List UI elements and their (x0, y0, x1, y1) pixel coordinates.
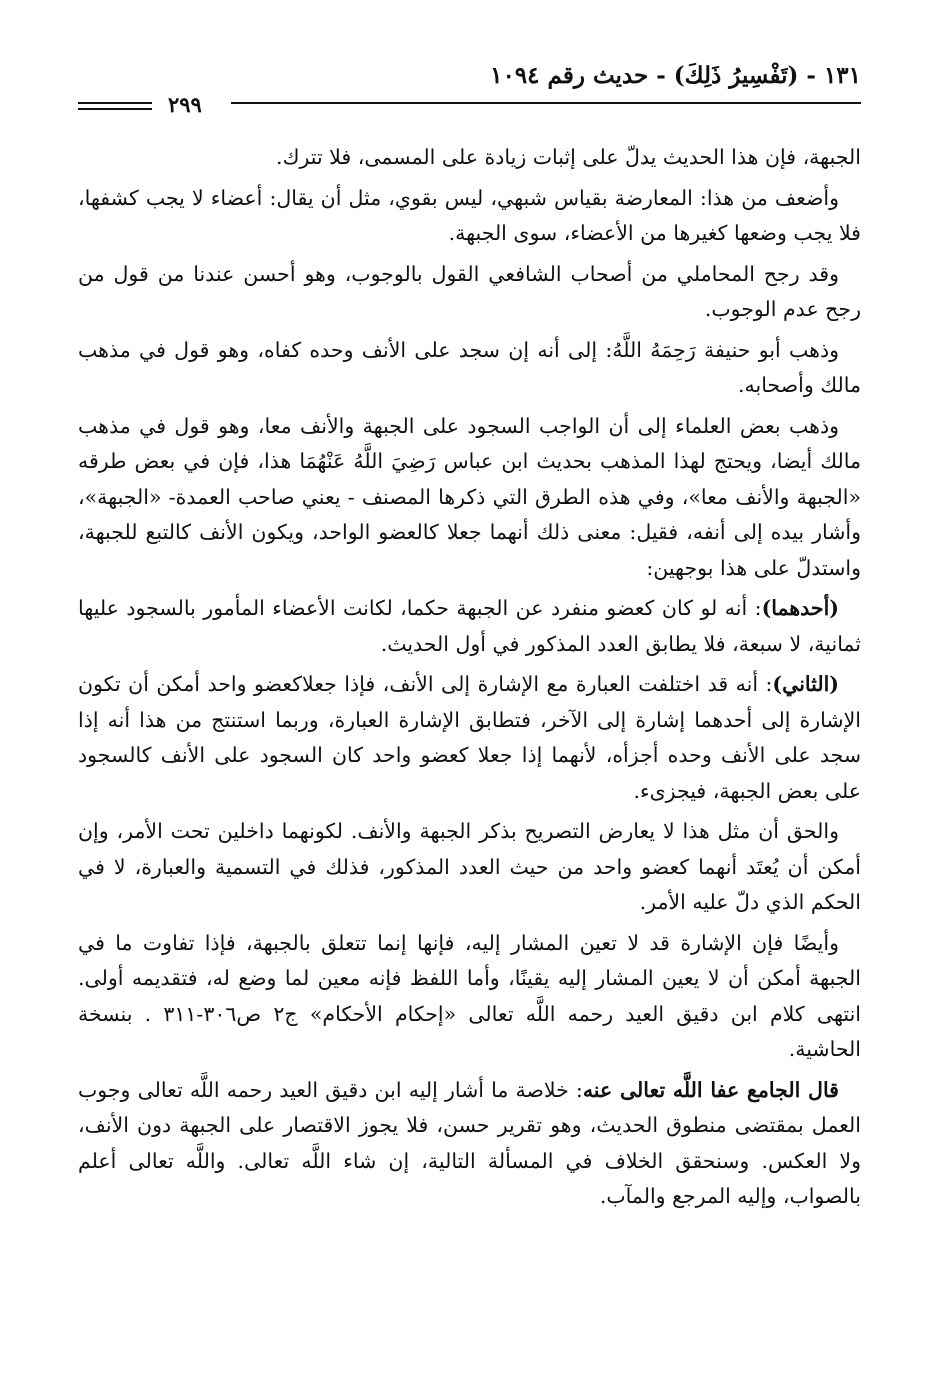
paragraph-text: الجبهة، فإن هذا الحديث يدلّ على إثبات زيادة على المسمى، فلا تترك. (276, 145, 861, 169)
header-rule (231, 102, 861, 104)
paragraph-text: : خلاصة ما أشار إليه ابن دقيق العيد رحمه اللَّه تعالى وجوب العمل بمقتضى منطوق الحديث، وهو تقرير حسن، فلا يجوز الاقتصار على الجبهة دون الأنف، ولا العكس. وسنحقق الخلاف في المسألة التالية، إن شاء اللَّه تعالى. واللَّه تعالى أعلم بالصواب، وإليه المرجع والمآب. (78, 1077, 861, 1208)
paragraph-text: وأيضًا فإن الإشارة قد لا تعين المشار إليه، فإنها إنما تتعلق بالجبهة، فإذا تفاوت ما في الجبهة أمكن أن لا يعين المشار إليه يقينًا، وأما اللفظ فإنه معين لما وضع له، فتقديمه أولى. انتهى كلام ابن دقيق العيد رحمه اللَّه تعالى «إحكام الأحكام» ج٢ ص٣٠٦-٣١١ . بنسخة الحاشية. (78, 930, 861, 1061)
paragraph (78, 333, 861, 404)
page-header (78, 62, 861, 122)
paragraph-text: وقد رجح المحاملي من أصحاب الشافعي القول بالوجوب، وهو أحسن عندنا من قول من رجح عدم الوجوب. (78, 261, 861, 321)
paragraph (78, 814, 861, 921)
page-number: ٢٩٩ (168, 92, 202, 117)
paragraph-text: والحق أن مثل هذا لا يعارض التصريح بذكر الجبهة والأنف. لكونهما داخلين تحت الأمر، وإن أمكن أن يُعتَد أنهما كعضو واحد من حيث العدد المذكور، فذلك في التسمية والعبارة، لا في الحكم الذي دلّ عليه الأمر. (78, 819, 861, 914)
paragraph (78, 140, 861, 176)
paragraph (78, 257, 861, 328)
paragraph-lead: (أحدهما) (761, 596, 839, 620)
paragraph-lead: قال الجامع عفا اللَّه تعالى عنه (582, 1077, 839, 1102)
paragraph (78, 181, 861, 252)
paragraph-text: وذهب بعض العلماء إلى أن الواجب السجود على الجبهة والأنف معا، وهو قول في مذهب مالك أيضا، ويحتج لهذا المذهب بحديث ابن عباس رَضِيَ اللَّهُ عَنْهُمَا هذا، فإن في بعض طرقه «الجبهة والأنف معا»، وفي هذه الطرق التي ذكرها المصنف - يعني صاحب العمدة- «الجبهة»، وأشار بيده إلى أنفه، فقيل: معنى ذلك أنهما جعلا كالعضو الواحد، ويكون الأنف كالتبع للجبهة، واستدلّ على هذا بوجهين: (78, 413, 861, 580)
paragraph-lead: (الثاني) (772, 672, 839, 696)
body-text (78, 140, 861, 1220)
page-number-double-rule (78, 102, 152, 110)
running-head: ١٣١ - (تَفْسِيرُ ذَلِكَ) - حديث رقم ١٠٩٤ (490, 62, 861, 89)
paragraph (78, 926, 861, 1068)
paragraph (78, 409, 861, 587)
paragraph-text: وأضعف من هذا: المعارضة بقياس شبهي، ليس بقوي، مثل أن يقال: أعضاء لا يجب كشفها، فلا يجب وضعها كغيرها من الأعضاء، سوى الجبهة. (78, 185, 861, 245)
paragraph (78, 591, 861, 662)
paragraph (78, 667, 861, 809)
paragraph (78, 1073, 861, 1215)
paragraph-text: وذهب أبو حنيفة رَحِمَهُ اللَّهُ: إلى أنه إن سجد على الأنف وحده كفاه، وهو قول في مذهب مالك وأصحابه. (78, 337, 861, 397)
paragraph-text: : أنه لو كان كعضو منفرد عن الجبهة حكما، لكانت الأعضاء المأمور بالسجود عليها ثمانية، لا سبعة، فلا يطابق العدد المذكور في أول الحديث. (78, 596, 861, 656)
paragraph-text: : أنه قد اختلفت العبارة مع الإشارة إلى الأنف، فإذا جعلاكعضو واحد أمكن أن تكون الإشارة إلى أحدهما إشارة إلى الآخر، فتطابق الإشارة العبارة، وربما استنتج من هذا أنه إذا سجد على الأنف وحده أجزأه، لأنهما إذا جعلا كعضو واحد كان السجود على الأنف كالسجود على بعض الجبهة، فيجزىء. (78, 672, 861, 803)
